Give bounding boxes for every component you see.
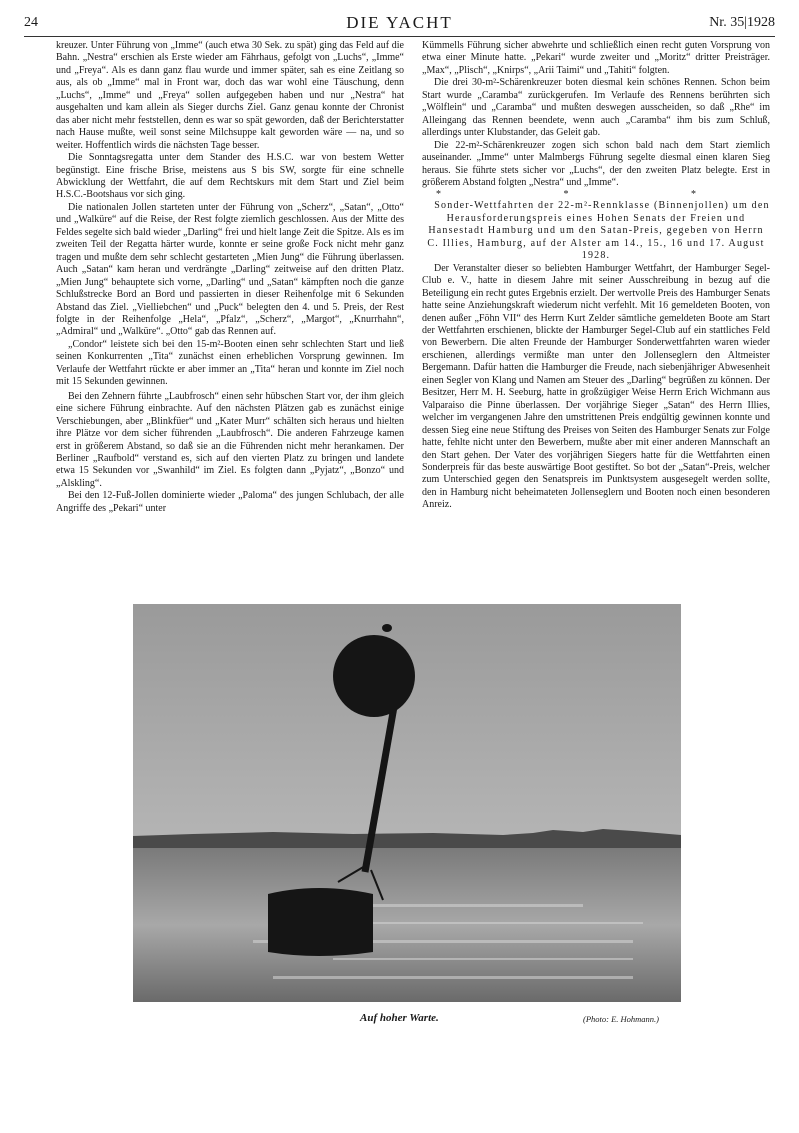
right-column [422,40,770,512]
paragraph: Die drei 30-m²-Schärenkreuzer boten diesmal kein schönes Rennen. Schon beim Start wurde „Caramba“ zurückgerufen. Im Verlaufe des Rennens berührten sich „Wölflein“ und „Caramba“ und mußten deswegen ausscheiden, so daß „Rhe“ im Alleingang das Rennen beendete, wenn auch „Caramba“ ihm bis zum Schluß, allerdings unter Klubstander, das Geleit gab. [422,77,770,139]
photo-caption: Auf hoher Warte. [360,1012,439,1024]
paragraph: Der Veranstalter dieser so beliebten Hamburger Wettfahrt, der Hamburger Segel-Club e. V., hatte in diesem Jahre mit seiner Ausschreibung in bezug auf die Beteiligung ein recht gutes Ergebnis erzielt. Der wertvolle Preis des Hamburger Senats hatte seine Anziehungskraft wiederum nicht verfehlt. Mit 16 gemeldeten Booten, von denen außer „Föhn VII“ des Herrn Kurt Zelder sämtliche gemeldeten Boote am Start der Wettfahrten erschienen, blickte der Hamburger Segel-Club auf ein stattliches Feld von Bewerbern. Die alten Freunde der Hamburger Sonderwettfahrten waren wieder erschienen, allerdings vermißte man unter den Jollenseglern den Altmeister Bergemann. Dafür hatten die Hamburger die Freude, nach siebenjähriger Abwesenheit einen Segler von Klang und Namen am Steuer des „Darling“ begrüßen zu können. Der Besitzer, Herr M. H. Seeburg, hatte in großzügiger Weise Herrn Erich Wichmann aus Valparaiso die Pinne überlassen. Der vorjährige Sieger „Satan“ des Herrn Illies, welcher im vergangenen Jahre den umstrittenen Preis endgültig gewinnen konnte und dessen Sieg eine neue Stiftung des Preises von Seiten des Hamburger Senats zur Folge hatte, fehlte nicht unter den Bewerbern, mußte aber mit einer anderen Mannschaft an den Start gehen. Der Vater des vorjährigen Siegers hatte für die Wettfahrten einen Sonderpreis für das beste auswärtige Boot gestiftet. So bot der „Satan“-Preis, welcher zum Unterschied gegen den Senatspreis im Punktsystem ausgesegelt werden sollte, den in Hamburg nicht beheimateten Jollenseglern und Booten noch einen besonderen Anreiz. [422,262,770,511]
paragraph: Kümmells Führung sicher abwehrte und schließlich einen recht guten Vorsprung von etwa einer Minute hatte. „Pekari“ wurde zweiter und „Moritz“ dritter Preisträger. „Max“, „Plisch“, „Knirps“, „Arii Taimi“ und „Tahiti“ folgten. [422,40,770,76]
photo-buoy [133,604,681,1002]
paragraph: Bei den 12-Fuß-Jollen dominierte wieder „Paloma“ des jungen Schlubach, der alle Angriffe des „Pekari“ unter [56,490,404,514]
sky [133,604,681,836]
page-number: 24 [24,15,38,30]
paragraph: „Condor“ leistete sich bei den 15-m²-Booten einen sehr schlechten Start und ließ seinen Konkurrenten „Tita“ zunächst einen erheblichen Vorsprung gewinnen. Im Verlaufe der Wettfahrt rückte er aber immer an „Tita“ heran und konnte im Ziel noch mit 15 Sekunden gewinnen. [56,338,404,388]
paragraph: Die nationalen Jollen starteten unter der Führung von „Scherz“, „Satan“, „Otto“ und „Walküre“ auf die Reise, der Rest folgte ziemlich geschlossen. Aus der Mitte des Feldes segelte sich bald wieder „Darling“ frei und hielt lange Zeit die Spitze. Als es im zweiten Teil der Regatta härter wurde, konnte er seine große Fock nicht mehr ganz tragen und mußte dem sehr schlecht gestarteten „Mien Jung“ die Führung überlassen. Auch „Satan“ kam heran und verdrängte „Darling“ zeitweise auf den dritten Platz. „Mien Jung“ behauptete sich vorne, „Darling“ und „Satan“ kämpften noch die ganze Schlußstrecke Bord an Bord und passierten in dieser Reihenfolge mit 6 Sekunden Abstand das Ziel. „Vielliebchen“ und „Puck“ belegten den 4. und 5. Preis, der Rest folgte in der Reihenfolge „Hela“, „Pfalz“, „Scherz“, „Margot“, „Knurrhahn“, „Admiral“ und „Walküre“. „Otto“ gab das Rennen auf. [56,201,404,338]
paragraph: Die Sonntagsregatta unter dem Stander des H.S.C. war von bestem Wetter begünstigt. Eine frische Brise, meistens aus S bis SW, sorgte für eine schnelle Abwicklung der Wettfahrt, die auf dem Rechtskurs mit dem Start und Ziel beim H.S.C.-Bootshaus vor sich ging. [56,152,404,201]
paragraph: Bei den Zehnern führte „Laubfrosch“ einen sehr hübschen Start vor, der ihm gleich eine sichere Führung einbrachte. Auf den nächsten Plätzen gab es zunächst einige Verschiebungen, aber „Blinkfüer“ und „Kater Murr“ schälten sich heraus und hielten ihre Plätze vor dem sicher führenden „Laubfrosch“. Die anderen Fahrzeuge kamen erst in größerem Abstand, so daß sie an die Führenden nicht mehr herankamen. Der Berliner „Raufbold“ verstand es, sich auf den vierten Platz zu bringen und landete etwa 15 Sekunden vor „Swanhild“ im Ziel. Es folgten dann „Pyjatz“, „Bonzo“ und „Alskling“. [56,390,404,489]
magazine-title: DIE YACHT [346,13,453,32]
issue-number: Nr. 35|1928 [709,15,775,30]
paragraph: kreuzer. Unter Führung von „Imme“ (auch etwa 30 Sek. zu spät) ging das Feld auf die Bahn. „Nestra“ erschien als Erste wieder am Fährhaus, gefolgt von „Luchs“, „Imme“ und „Freya“. Als es dann ganz flau wurde und immer später, sah es eine Zeitlang so aus, als ob „Imme“ mal in Front war, doch das war wohl eine Täuschung, denn „Luchs“, „Imme“ und „Freya“ sollen aufgegeben haben und nur „Nestra“ hat ausgehalten und kam allein als Sieger durchs Ziel. Ganz genau konnte der Chronist das aber nicht mehr feststellen, denn es war so spät geworden, daß der Berichterstatter nach Hause mußte, weil sonst seine Milchsuppe kalt geworden wäre — na, und so weiter. Hoffentlich wirds die nächsten Tage besser. [56,40,404,151]
section-separator: * * * [436,189,756,201]
section-heading: Sonder-Wettfahrten der 22-m²-Rennklasse (Binnenjollen) um den Herausforderungspreis eines Hohen Senats der Freien und Hansestadt Hamburg und um den Satan-Preis, gegeben von Herrn C. Illies, Hamburg, auf der Alster am 14., 15., 16 und 17. August 1928. [427,200,770,262]
page-header [24,13,775,35]
paragraph: Die 22-m²-Schärenkreuzer zogen sich schon bald nach dem Start ziemlich auseinander. „Imme“ unter Malmbergs Führung segelte diesmal einen klaren Sieg heraus. Sie führte stets sicher vor „Luchs“, der den zweiten Platz belegte. Erst in größerem Abstand folgten „Nestra“ und „Imme“. [422,139,770,188]
photo-credit: (Photo: E. Hohmann.) [583,1014,660,1024]
header-rule [24,36,775,37]
left-column [56,40,404,515]
